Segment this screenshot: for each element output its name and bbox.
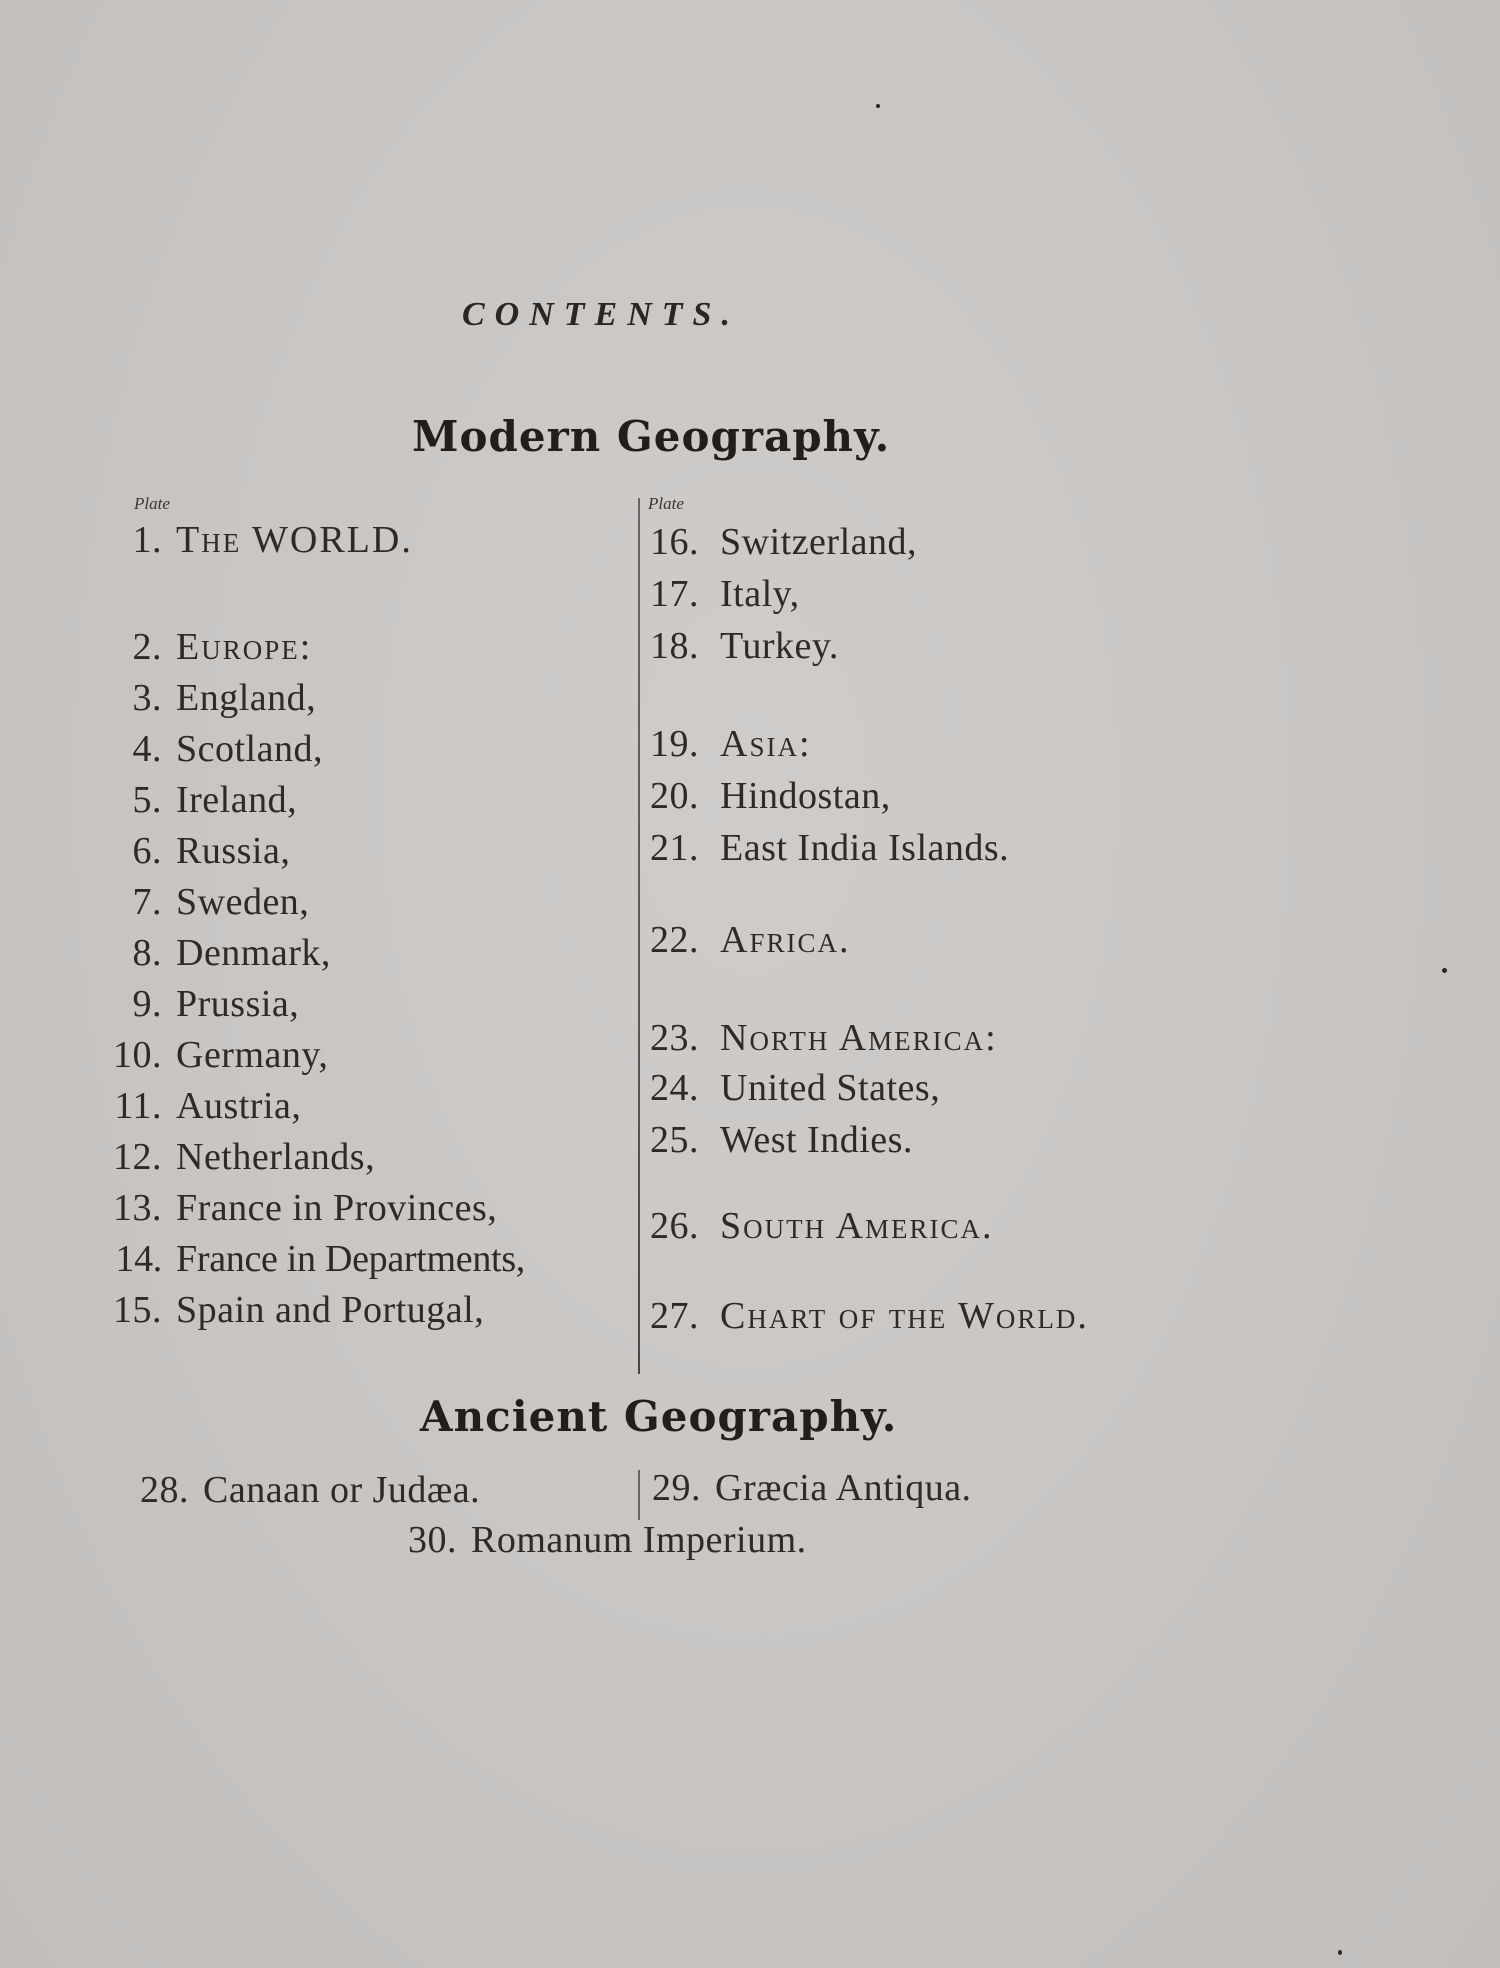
plate-name: Hindostan, — [720, 775, 891, 817]
plate-name: Netherlands, — [176, 1136, 376, 1178]
page-title: CONTENTS. — [462, 296, 740, 333]
plate-name: Canaan or Judæa. — [203, 1469, 481, 1511]
plate-name: Austria, — [176, 1085, 302, 1127]
list-item — [650, 1066, 940, 1110]
plate-number: 20. — [650, 775, 699, 817]
list-item — [92, 1033, 328, 1077]
list-item — [140, 1468, 480, 1512]
list-item — [650, 1016, 998, 1060]
list-item — [650, 918, 850, 962]
list-item — [92, 727, 323, 771]
plate-number: 27. — [650, 1295, 699, 1337]
paper-speck — [1442, 968, 1447, 973]
list-item — [92, 1186, 497, 1230]
list-item — [92, 676, 316, 720]
ancient-geography-heading: Ancient Geography. — [420, 1392, 898, 1441]
plate-name: East India Islands. — [720, 827, 1010, 869]
list-item — [650, 722, 812, 766]
plate-name: Germany, — [176, 1034, 329, 1076]
list-item — [92, 778, 297, 822]
list-item — [92, 1237, 525, 1281]
paper-speck — [1338, 1950, 1342, 1955]
plate-label-left: Plate — [134, 494, 170, 513]
plate-number: 10. — [113, 1034, 162, 1076]
plate-name: Ireland, — [176, 779, 298, 821]
plate-name: Romanum Imperium. — [471, 1519, 807, 1561]
plate-name: Chart of the World. — [720, 1295, 1089, 1337]
plate-number: 3. — [132, 677, 162, 719]
list-item — [92, 982, 299, 1026]
plate-name: Prussia, — [176, 983, 300, 1025]
list-item — [650, 1294, 1089, 1338]
plate-name: United States, — [720, 1067, 941, 1109]
plate-name: Asia: — [720, 723, 812, 765]
plate-name: North America: — [720, 1017, 998, 1059]
paper-speck — [876, 104, 880, 108]
list-item — [650, 1118, 913, 1162]
plate-number: 15. — [113, 1289, 162, 1331]
list-item — [650, 1204, 993, 1248]
list-item — [650, 624, 839, 668]
plate-label-right: Plate — [648, 494, 684, 513]
plate-number: 5. — [132, 779, 162, 821]
plate-number: 14. — [115, 1238, 162, 1280]
list-item — [92, 625, 312, 669]
list-item — [92, 1084, 301, 1128]
list-item — [650, 520, 917, 564]
plate-name: Sweden, — [176, 881, 310, 923]
list-item — [650, 572, 800, 616]
list-item — [650, 774, 891, 818]
plate-name: The WORLD. — [176, 519, 413, 561]
plate-name: West Indies. — [720, 1119, 913, 1161]
plate-name: England, — [176, 677, 317, 719]
plate-number: 18. — [650, 625, 699, 667]
plate-number: 4. — [132, 728, 162, 770]
plate-number: 19. — [650, 723, 699, 765]
plate-number: 8. — [132, 932, 162, 974]
plate-number: 1. — [132, 519, 162, 561]
plate-number: 26. — [650, 1205, 699, 1247]
list-item — [92, 880, 309, 924]
plate-number: 17. — [650, 573, 699, 615]
plate-name: France in Departments, — [176, 1238, 526, 1280]
plate-number: 9. — [132, 983, 162, 1025]
list-item — [650, 826, 1009, 870]
plate-name: Græcia Antiqua. — [715, 1467, 972, 1509]
list-item — [92, 1288, 484, 1332]
plate-name: Scotland, — [176, 728, 323, 770]
plate-name: Denmark, — [176, 932, 331, 974]
plate-number: 23. — [650, 1017, 699, 1059]
plate-name: France in Provinces, — [176, 1187, 498, 1229]
plate-number: 22. — [650, 919, 699, 961]
plate-number: 13. — [113, 1187, 162, 1229]
plate-number: 29. — [652, 1467, 701, 1509]
modern-geography-heading: Modern Geography. — [412, 412, 891, 461]
plate-number: 12. — [113, 1136, 162, 1178]
plate-name: Italy, — [720, 573, 800, 615]
plate-number: 2. — [132, 626, 162, 668]
plate-number: 24. — [650, 1067, 699, 1109]
ancient-column-divider — [638, 1470, 640, 1520]
plate-name: Europe: — [176, 626, 313, 668]
column-divider — [638, 498, 640, 1374]
plate-number: 7. — [132, 881, 162, 923]
list-item — [92, 1135, 375, 1179]
plate-name: Turkey. — [720, 625, 839, 667]
list-item — [408, 1518, 807, 1562]
plate-name: South America. — [720, 1205, 994, 1247]
list-item — [92, 829, 290, 873]
plate-number: 21. — [650, 827, 699, 869]
plate-number: 30. — [408, 1519, 457, 1561]
list-item — [92, 518, 413, 562]
plate-number: 11. — [114, 1085, 162, 1127]
list-item — [92, 931, 331, 975]
plate-number: 25. — [650, 1119, 699, 1161]
plate-number: 16. — [650, 521, 699, 563]
list-item — [652, 1466, 972, 1510]
plate-number: 28. — [140, 1469, 189, 1511]
plate-name: Spain and Portugal, — [176, 1289, 485, 1331]
plate-name: Russia, — [176, 830, 291, 872]
plate-number: 6. — [132, 830, 162, 872]
plate-name: Africa. — [720, 919, 851, 961]
plate-name: Switzerland, — [720, 521, 918, 563]
